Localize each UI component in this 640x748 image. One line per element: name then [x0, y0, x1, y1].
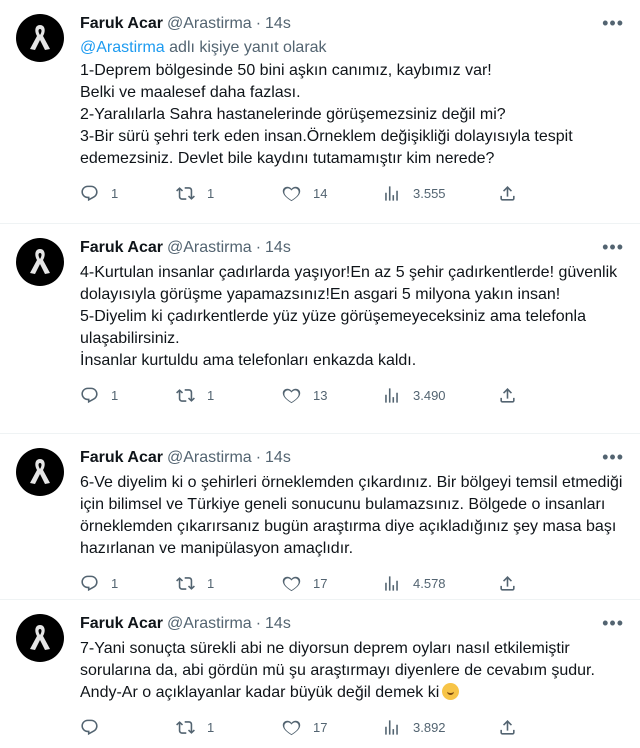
timestamp[interactable]: 14s: [265, 449, 291, 466]
author-handle[interactable]: @Arastirma: [167, 239, 252, 256]
reply-button[interactable]: [80, 718, 176, 737]
tweet[interactable]: [0, 0, 640, 224]
more-options-button[interactable]: [602, 237, 624, 257]
black-ribbon-icon: [27, 457, 53, 487]
reply-button[interactable]: [80, 386, 176, 405]
tweet-text: [80, 472, 624, 560]
tweet-line: 1-Deprem bölgesinde 50 bini aşkın canımız, kaybımız var!: [80, 62, 492, 79]
tweet-header: [80, 12, 624, 36]
views-count: 3.892: [413, 719, 446, 735]
tweet[interactable]: [0, 224, 640, 434]
tweet-text: [80, 638, 624, 704]
reply-button[interactable]: [80, 574, 176, 593]
tweet-text: [80, 60, 624, 170]
views-count: 3.555: [413, 185, 446, 201]
retweet-count: 1: [207, 387, 215, 403]
like-button[interactable]: [282, 718, 382, 737]
tweet-line: 2-Yaralılarla Sahra hastanelerinde görüşemezsiniz değil mi?: [80, 106, 506, 123]
more-options-button[interactable]: [602, 13, 624, 33]
views-icon: [382, 184, 401, 203]
reply-count: 1: [111, 387, 119, 403]
tweet-line: Belki ve maalesef daha fazlası.: [80, 84, 301, 101]
retweet-button[interactable]: [176, 184, 282, 203]
views-count: 4.578: [413, 575, 446, 591]
retweet-count: 1: [207, 575, 215, 591]
black-ribbon-icon: [27, 247, 53, 277]
tweet-text: [80, 262, 624, 372]
reply-count: 1: [111, 185, 119, 201]
tweet[interactable]: [0, 434, 640, 600]
share-button[interactable]: [498, 184, 517, 203]
tweet-header: [80, 612, 624, 636]
views-icon: [382, 386, 401, 405]
timestamp[interactable]: 14s: [265, 15, 291, 32]
like-icon: [282, 574, 301, 593]
timestamp[interactable]: 14s: [265, 239, 291, 256]
like-icon: [282, 386, 301, 405]
like-button[interactable]: [282, 386, 382, 405]
author-name[interactable]: Faruk Acar: [80, 615, 163, 632]
reply-context: [80, 38, 624, 58]
more-icon: •••: [602, 237, 624, 257]
author-handle[interactable]: @Arastirma: [167, 449, 252, 466]
more-options-button[interactable]: [602, 447, 624, 467]
share-icon: [498, 574, 517, 593]
views-button[interactable]: [382, 386, 498, 405]
like-icon: [282, 718, 301, 737]
views-button[interactable]: [382, 574, 498, 593]
author-name[interactable]: Faruk Acar: [80, 449, 163, 466]
views-icon: [382, 718, 401, 737]
tweet-line: İnsanlar kurtuldu ama telefonları enkazda kaldı.: [80, 352, 417, 369]
black-ribbon-icon: [27, 623, 53, 653]
reply-icon: [80, 184, 99, 203]
like-count: 17: [313, 575, 328, 591]
tweet-line: 5-Diyelim ki çadırkentlerde yüz yüze görüşemeyeceksiniz ama telefonla ulaşabilirsiniz.: [80, 308, 586, 347]
retweet-icon: [176, 386, 195, 405]
separator: ·: [255, 449, 262, 466]
share-icon: [498, 184, 517, 203]
tweet[interactable]: [0, 600, 640, 748]
tweet-header: [80, 236, 624, 260]
more-options-button[interactable]: [602, 613, 624, 633]
like-icon: [282, 184, 301, 203]
tweet-line-wrapper: [80, 638, 624, 704]
tweet-actions: [80, 380, 624, 410]
retweet-icon: [176, 718, 195, 737]
views-button[interactable]: [382, 184, 498, 203]
reply-icon: [80, 574, 99, 593]
reply-context-text: adlı kişiye yanıt olarak: [164, 39, 327, 56]
author-handle[interactable]: @Arastirma: [167, 15, 252, 32]
retweet-icon: [176, 184, 195, 203]
avatar[interactable]: [16, 238, 64, 286]
views-icon: [382, 574, 401, 593]
more-icon: •••: [602, 13, 624, 33]
like-count: 13: [313, 387, 328, 403]
reply-button[interactable]: [80, 184, 176, 203]
share-icon: [498, 386, 517, 405]
separator: ·: [255, 615, 262, 632]
reply-mention-link[interactable]: @Arastirma: [80, 39, 165, 56]
retweet-button[interactable]: [176, 574, 282, 593]
tweet-actions: [80, 178, 624, 208]
tweet-actions: [80, 712, 624, 742]
more-icon: •••: [602, 613, 624, 633]
avatar[interactable]: [16, 448, 64, 496]
black-ribbon-icon: [27, 23, 53, 53]
retweet-button[interactable]: [176, 386, 282, 405]
retweet-count: 1: [207, 719, 215, 735]
avatar[interactable]: [16, 14, 64, 62]
like-count: 17: [313, 719, 328, 735]
like-button[interactable]: [282, 184, 382, 203]
retweet-count: 1: [207, 185, 215, 201]
tweet-header: [80, 446, 624, 470]
views-button[interactable]: [382, 718, 498, 737]
reply-icon: [80, 386, 99, 405]
more-icon: •••: [602, 447, 624, 467]
like-count: 14: [313, 185, 328, 201]
share-button[interactable]: [498, 386, 517, 405]
retweet-button[interactable]: [176, 718, 282, 737]
share-button[interactable]: [498, 718, 517, 737]
tweet-line: 6-Ve diyelim ki o şehirleri örneklemden çıkardınız. Bir bölgeyi temsil etmediği için bilimsel ve Türkiye geneli sonucunu bulamazsınız. Bölgede o insanları örneklemden çıkarırsanız bugün araştırma diye açıkladığınız şey masa başı hazırlanan ve manipülasyon amaçlıdır.: [80, 474, 623, 557]
author-name[interactable]: Faruk Acar: [80, 239, 163, 256]
tweet-line: 4-Kurtulan insanlar çadırlarda yaşıyor!En az 5 şehir çadırkentlerde! güvenlik dolayısıyla görüşme yapamazsınız!En asgari 5 milyona yakın insan!: [80, 264, 618, 303]
tweet-actions: [80, 568, 624, 598]
separator: ·: [255, 239, 262, 256]
avatar[interactable]: [16, 614, 64, 662]
reply-count: 1: [111, 575, 119, 591]
separator: ·: [255, 15, 262, 32]
views-count: 3.490: [413, 387, 446, 403]
author-handle[interactable]: @Arastirma: [167, 615, 252, 632]
share-button[interactable]: [498, 574, 517, 593]
retweet-icon: [176, 574, 195, 593]
thinking-face-emoji: [442, 683, 459, 700]
author-name[interactable]: Faruk Acar: [80, 15, 163, 32]
tweet-line: 3-Bir sürü şehri terk eden insan.Örneklem değişikliği dolayısıyla tespit edemezsiniz. Devlet bile kaydını tutamamıştır kim nerede?: [80, 128, 573, 167]
timestamp[interactable]: 14s: [265, 615, 291, 632]
reply-icon: [80, 718, 99, 737]
tweet-line: 7-Yani sonuçta sürekli abi ne diyorsun deprem oyları nasıl etkilemiştir sorularına da, abi gördün mü şu araştırmayı diyenlere de cevabım şudur. Andy-Ar o açıklayanlar kadar büyük değil demek ki: [80, 640, 595, 701]
like-button[interactable]: [282, 574, 382, 593]
share-icon: [498, 718, 517, 737]
